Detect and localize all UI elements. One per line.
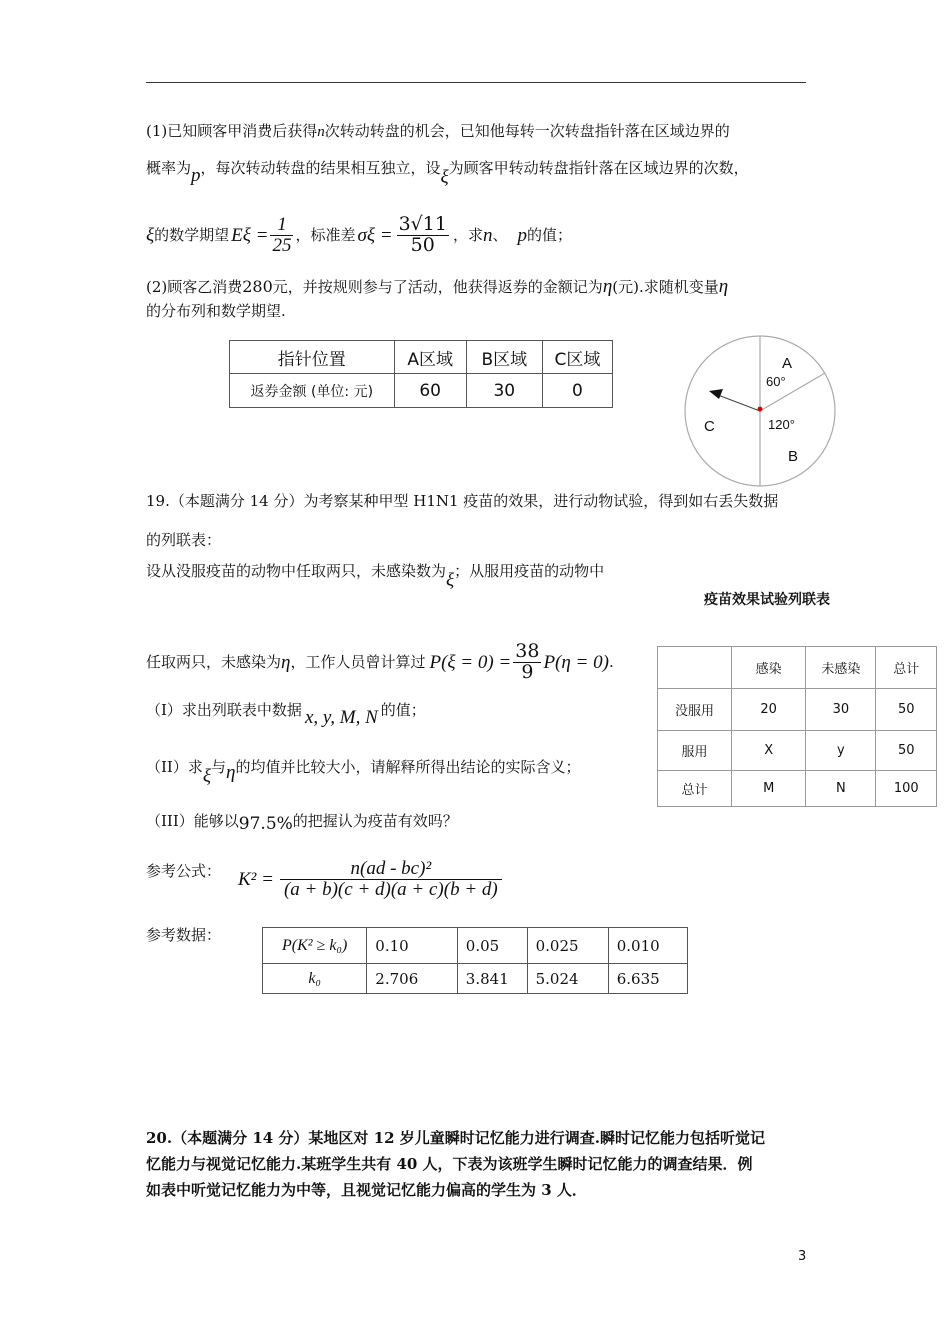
pointer-header-b: B区域 (466, 341, 542, 374)
q18-part1-line1: (1)已知顾客甲消费后获得n次转动转盘的机会，已知他每转一次转盘指针落在区域边界的 (146, 122, 730, 140)
ref-cell: 5.024 (527, 964, 608, 994)
pointer-value-b: 30 (466, 374, 542, 408)
contingency-table (657, 646, 937, 807)
ct-cell: 总计 (658, 771, 732, 807)
q20-line1: 20.（本题满分 14 分）某地区对 12 岁儿童瞬时记忆能力进行调查.瞬时记忆能力包括听觉记 (146, 1129, 765, 1147)
ct-cell: 50 (876, 689, 937, 731)
ref-cell: 6.635 (608, 964, 687, 994)
pointer-header-a: A区域 (394, 341, 466, 374)
ref-cell: 0.10 (367, 928, 458, 964)
formula-label: 参考公式： (146, 862, 222, 880)
chi-square-formula: K² = $\frac{\text{n(ad - bc)²}}{(a + b)(c + d)(a + c)(b + d)}$ (238, 852, 502, 906)
ct-cell: 100 (876, 771, 937, 807)
q18-part2-line1: (2)顾客乙消费280元，并按规则参与了活动，他获得返券的金额记为η(元).求随机变量η (146, 276, 729, 297)
ref-cell: 3.841 (457, 964, 527, 994)
q18-part1-line3: ξ 的数学期望 Eξ = $\frac{1}{25}$ ，标准差 σξ = $\frac{3√11}{50}$ ，求 n 、 p 的值； (146, 212, 572, 256)
ct-cell: N (806, 771, 876, 807)
pointer-header-position: 指针位置 (230, 341, 395, 374)
ct-header-infected: 感染 (732, 647, 806, 689)
stddev-fraction: $\frac{3√11}{50}$ (398, 212, 447, 256)
q19-line2: 的列联表： (146, 531, 222, 549)
wheel-label-c: C (704, 418, 715, 435)
ref-cell: 0.05 (457, 928, 527, 964)
expectation-fraction: $\frac{1}{25}$ (272, 213, 292, 256)
pointer-table (229, 340, 613, 408)
q18-part1-line2: 概率为p，每次转动转盘的结果相互独立，设ξ为顾客甲转动转盘指针落在区域边界的次数， (146, 159, 749, 188)
ref-cell: 2.706 (367, 964, 458, 994)
ct-cell: 30 (806, 689, 876, 731)
q20-line2: 忆能力与视觉记忆能力.某班学生共有 40 人，下表为该班学生瞬时记忆能力的调查结果．例 (146, 1155, 753, 1173)
ct-cell: 服用 (658, 731, 732, 771)
pointer-value-a: 60 (394, 374, 466, 408)
ct-header-corner (658, 647, 732, 689)
pointer-row-label: 返券金额 (单位: 元) (230, 374, 395, 408)
data-label: 参考数据： (146, 926, 222, 944)
q19-item3: （III）能够以97.5%的把握认为疫苗有效吗？ (146, 812, 458, 834)
q19-item2: （II）求ξ与η的均值并比较大小，请解释所得出结论的实际含义； (146, 758, 581, 787)
spinner-wheel (682, 333, 838, 489)
probability-fraction: $\frac{38}{9}$ (515, 639, 540, 683)
ct-cell: 50 (876, 731, 937, 771)
chi-square-fraction: $\frac{\text{n(ad - bc)²}}{(a + b)(c + d)(a + c)(b + d)}$ (280, 859, 502, 900)
ct-header-uninfected: 未感染 (806, 647, 876, 689)
q19-line1: 19.（本题满分 14 分）为考察某种甲型 H1N1 疫苗的效果，进行动物试验，得到如右丢失数据 (146, 492, 779, 510)
q19-line4: 任取两只，未感染为 η ，工作人员曾计算过 P(ξ = 0) = $\frac{38}{9}$ P(η = 0) . (146, 639, 614, 683)
reference-table (262, 927, 688, 994)
q19-line3: 设从没服疫苗的动物中任取两只，未感染数为ξ；从服用疫苗的动物中 (146, 562, 605, 591)
page-number: 3 (798, 1249, 807, 1264)
ct-cell: y (806, 731, 876, 771)
wheel-angle-60: 60° (766, 374, 786, 389)
ct-cell: 20 (732, 689, 806, 731)
ref-cell: 0.025 (527, 928, 608, 964)
header-rule (146, 82, 806, 83)
contingency-table-title: 疫苗效果试验列联表 (704, 592, 830, 608)
wheel-center-dot (758, 407, 763, 412)
ct-cell: M (732, 771, 806, 807)
q19-item1: （I）求出列联表中数据 x, y, M, N 的值； (146, 701, 426, 728)
q20-line3: 如表中听觉记忆能力为中等，且视觉记忆能力偏高的学生为 3 人． (146, 1181, 587, 1199)
ct-cell: X (732, 731, 806, 771)
ref-cell: 0.010 (608, 928, 687, 964)
ref-row1-label: P(K² ≥ k₀) (263, 928, 367, 964)
wheel-label-b: B (788, 448, 799, 465)
wheel-angle-120: 120° (768, 417, 795, 432)
ct-cell: 没服用 (658, 689, 732, 731)
q18-part2-line2: 的分布列和数学期望. (146, 302, 286, 320)
ct-header-total: 总计 (876, 647, 937, 689)
pointer-value-c: 0 (542, 374, 612, 408)
ref-row2-label: k₀ (263, 964, 367, 994)
wheel-label-a: A (782, 355, 793, 372)
pointer-header-c: C区域 (542, 341, 612, 374)
